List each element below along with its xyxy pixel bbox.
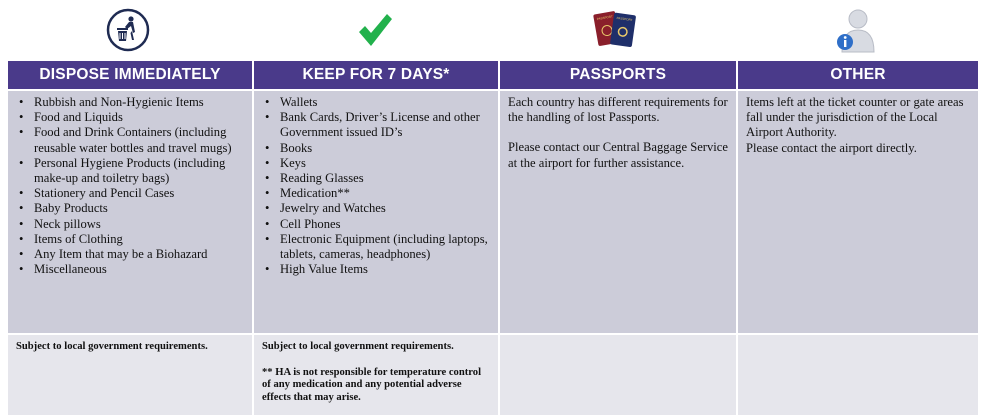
trash-bin-icon: [105, 7, 151, 53]
dispose-header: DISPOSE IMMEDIATELY: [8, 61, 252, 91]
list-item: • Baby Products: [34, 201, 246, 216]
keep-header: KEEP FOR 7 DAYS*: [254, 61, 498, 91]
dispose-footer-note: Subject to local government requirements.: [16, 341, 208, 352]
icon-row: [0, 0, 986, 60]
list-item: • Food and Liquids: [34, 110, 246, 125]
list-item: • Keys: [280, 156, 492, 171]
header-row: [8, 61, 978, 91]
svg-text:PASSPORT: PASSPORT: [616, 15, 633, 23]
list-item: • Miscellaneous: [34, 262, 246, 277]
footer-row: [8, 335, 978, 415]
passports-info-text: Each country has different requirements for the handling of lost Passports.: [508, 95, 728, 125]
other-info-cell: [738, 91, 978, 335]
other-footer-cell: [738, 335, 978, 415]
svg-text:PASSPORT: PASSPORT: [596, 14, 614, 22]
list-item: • Reading Glasses: [280, 171, 492, 186]
list-item: • Wallets: [280, 95, 492, 110]
dispose-footer-cell: [8, 335, 252, 415]
passports-icon-cell: [498, 0, 734, 60]
passports-footer-cell: [500, 335, 736, 415]
list-item: • Medication**: [280, 186, 492, 201]
list-item: • Jewelry and Watches: [280, 201, 492, 216]
other-info-text: Items left at the ticket counter or gate areas fall under the jurisdiction of the Local Airport Authority. Please contact the airport directly.: [746, 95, 964, 155]
body-row: [8, 91, 978, 335]
user-info-icon: [830, 4, 882, 56]
list-item: • Rubbish and Non-Hygienic Items: [34, 95, 246, 110]
dispose-items-list: [16, 95, 246, 277]
passports-icon: [590, 4, 642, 56]
dispose-icon-cell: [6, 0, 250, 60]
list-item: • Neck pillows: [34, 217, 246, 232]
list-item: • Food and Drink Containers (including reusable water bottles and travel mugs): [34, 125, 246, 155]
list-item: • Electronic Equipment (including laptops, tablets, cameras, headphones): [280, 232, 492, 262]
list-item: • Personal Hygiene Products (including make-up and toiletry bags): [34, 156, 246, 186]
list-item: • Cell Phones: [280, 217, 492, 232]
list-item: • Bank Cards, Driver’s License and other Government issued ID’s: [280, 110, 492, 140]
lost-items-table: [6, 61, 980, 415]
keep-footer-disclaimer: ** HA is not responsible for temperature control of any medication and any potential adverse effects that may arise.: [262, 366, 482, 403]
keep-items-list: [262, 95, 492, 277]
list-item: • Stationery and Pencil Cases: [34, 186, 246, 201]
list-item: • Items of Clothing: [34, 232, 246, 247]
list-item: • High Value Items: [280, 262, 492, 277]
passports-header: PASSPORTS: [500, 61, 736, 91]
keep-footer-cell: [254, 335, 498, 415]
dispose-items-cell: [8, 91, 252, 335]
keep-icon-cell: [252, 0, 496, 60]
other-icon-cell: [736, 0, 976, 60]
green-checkmark-icon: [354, 10, 394, 50]
keep-items-cell: [254, 91, 498, 335]
list-item: • Any Item that may be a Biohazard: [34, 247, 246, 262]
passports-contact-text: Please contact our Central Baggage Service at the airport for further assistance.: [508, 140, 728, 170]
keep-footer-note: Subject to local government requirements.: [262, 341, 454, 352]
passports-info-cell: [500, 91, 736, 335]
list-item: • Books: [280, 141, 492, 156]
other-header: OTHER: [738, 61, 978, 91]
